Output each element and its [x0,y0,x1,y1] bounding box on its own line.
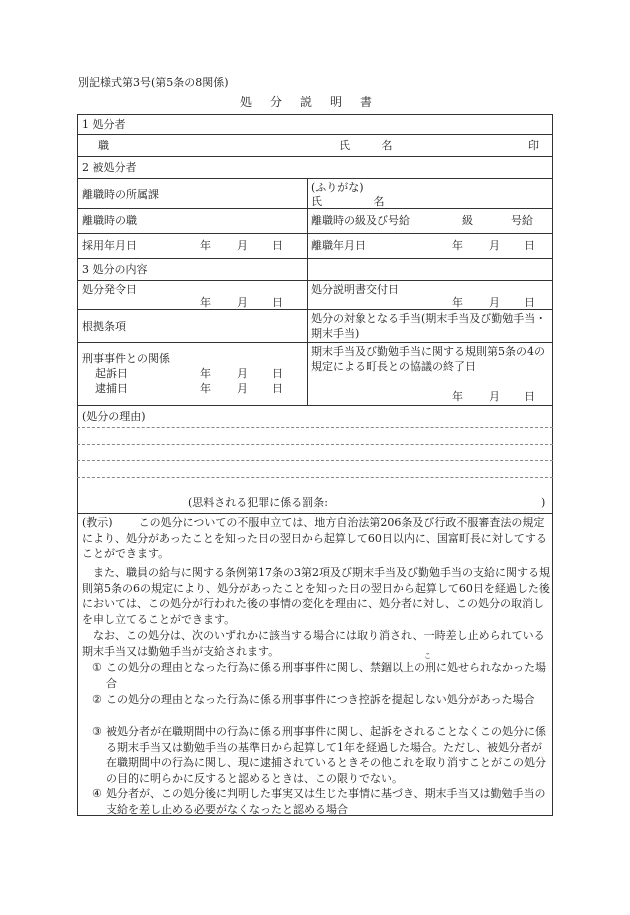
day-unit: 日 [524,390,535,403]
day-unit: 日 [272,382,283,395]
item-text: 処分者が、この処分後に判明した事実又は生じた事情に基づき、期末手当又は勤勉手当の支給を差し止める必要がなくなったと認める場合 [106,787,546,816]
label-consultation: 期末手当及び勤勉手当に関する規則第5条の4の規定による町長との協議の終了日 [311,345,545,373]
label-name: 氏 名 [311,195,409,208]
label-affiliation: 離職時の所属課 [82,188,159,201]
notice-paragraph-1: (教示) この処分についての不服申立ては、地方自治法第206条及び行政不服審査法の規定により、処分があったことを知った日の翌日から起算して60日以内に、国富町長に対してすることができます。 [82,516,547,561]
label-shoku: 職 [98,139,109,152]
year-unit: 年 [452,296,463,309]
form-label: 別記様式第3号(第5条の8関係) [78,76,229,89]
label-penalty: (思料される犯罪に係る罰条: [188,496,328,509]
label-delivery-date: 処分説明書交付日 [311,283,399,296]
row-divider [77,178,553,179]
label-furigana: (ふりがな) [311,181,364,194]
ruby-ko: こ [424,652,431,660]
month-unit: 月 [237,367,248,380]
label-seal: 印 [528,139,539,152]
year-unit: 年 [200,382,211,395]
section-heading: 1 処分者 [82,118,126,131]
label-arrest: 逮捕日 [95,382,128,395]
row-divider [77,208,553,209]
notice-paragraph-3: なお、この処分は、次のいずれかに該当する場合には取り消され、一時差し止められている期末手当又は勤勉手当が支給されます。 [82,629,545,658]
item-text: この処分の理由となった行為に係る刑事事件に関し、禁錮以上の刑に処せられなかった場合 [106,661,546,690]
month-unit: 月 [489,239,500,252]
row-divider [77,309,553,310]
row-divider [77,258,553,259]
day-unit: 日 [524,239,535,252]
month-unit: 月 [237,296,248,309]
row-divider [77,280,553,281]
label-name: 氏 名 [339,139,407,152]
row-divider [77,134,553,135]
year-unit: 年 [200,367,211,380]
row-divider [77,233,553,234]
item-text: この処分の理由となった行為に係る刑事事件につき控訴を提起しない処分があった場合 [106,693,535,706]
label-leave-date: 離職年月日 [311,239,366,252]
item-number: ① [92,661,102,674]
label-legal-basis: 根拠条項 [82,320,126,333]
row-divider [77,342,553,343]
day-unit: 日 [272,239,283,252]
notice-label: (教示) [82,516,113,529]
label-target-allowance: 処分の対象となる手当(期末手当及び勤勉手当・期末手当) [311,312,547,340]
item-number: ④ [92,787,102,800]
day-unit: 日 [272,296,283,309]
year-unit: 年 [200,239,211,252]
label-grade: 離職時の級及び号給 [311,214,410,227]
row-divider [77,513,553,514]
item-number: ③ [92,725,102,738]
year-unit: 年 [452,390,463,403]
section-heading: 2 被処分者 [82,161,137,174]
dashed-line [77,427,553,428]
label-position: 離職時の職 [82,214,137,227]
label-issue-date: 処分発令日 [82,283,137,296]
label-criminal-case: 刑事事件との関係 [82,352,170,365]
label-kyu: 級 [462,214,473,227]
day-unit: 日 [272,367,283,380]
document-title: 処分説明書 [239,95,390,109]
column-divider [307,280,308,405]
label-penalty-close: ) [541,496,546,509]
item-text: 被処分者が在職期間中の行為に係る刑事事件に関し、起訴をされることなくこの処分に係る期末手当又は勤勉手当の基準日から起算して1年を経過した場合。ただし、被処分者が在職期間中の行為に関し、現に逮捕されているときその他これを取り消すことがこの処分の目的に明らかに反すると認めるときは、この限りでない。 [106,725,546,785]
item-number: ② [92,693,102,706]
label-hire-date: 採用年月日 [82,239,137,252]
label-indictment: 起訴日 [95,367,128,380]
month-unit: 月 [237,382,248,395]
dashed-line [77,444,553,445]
section-heading: 3 処分の内容 [82,263,148,276]
dashed-line [77,460,553,461]
year-unit: 年 [452,239,463,252]
label-gokyu: 号給 [511,214,533,227]
dashed-line [77,477,553,478]
column-divider [307,178,308,280]
row-divider [77,405,553,406]
day-unit: 日 [524,296,535,309]
month-unit: 月 [489,296,500,309]
label-reason: (処分の理由) [82,410,146,423]
month-unit: 月 [489,390,500,403]
notice-paragraph-2: また、職員の給与に関する条例第17条の3第2項及び期末手当及び勤勉手当の支給に関する規則第5条の6の規定により、処分があったことを知った日の翌日から起算して60日を経過した後においては、この処分が行われた後の事情の変化を理由に、処分者に対し、この処分の取消しを申し立てることができます。 [82,566,550,626]
row-divider [77,156,553,157]
year-unit: 年 [200,296,211,309]
month-unit: 月 [237,239,248,252]
